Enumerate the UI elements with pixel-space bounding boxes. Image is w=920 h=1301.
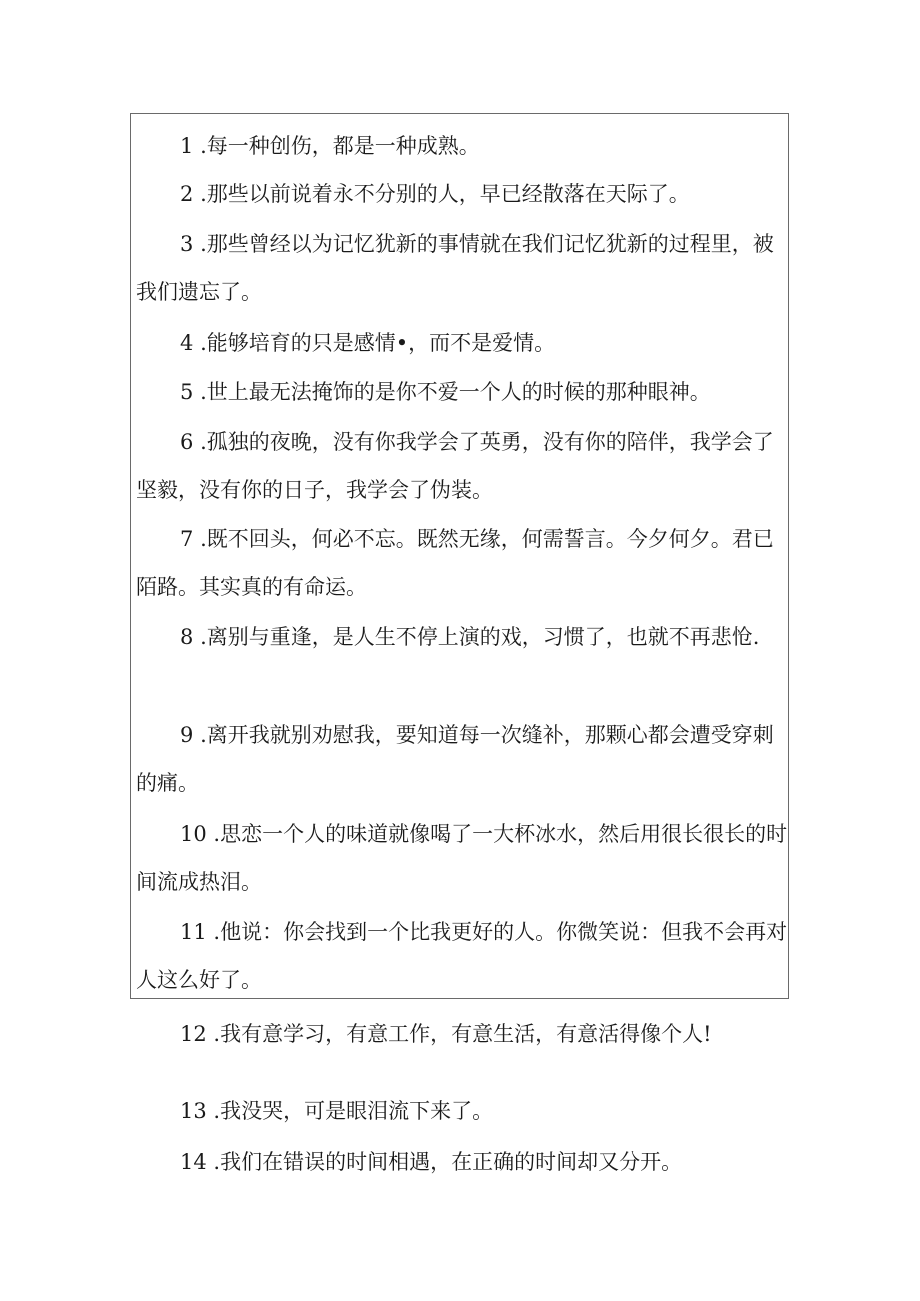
list-item <box>136 122 791 170</box>
list-item <box>136 220 791 316</box>
item-text: .我有意学习，有意工作，有意生活，有意活得像个人! <box>213 1022 712 1046</box>
item-text: .他说：你会找到一个比我更好的人。你微笑说：但我不会再对人这么好了。 <box>136 920 788 992</box>
item-number: 2 <box>180 182 194 206</box>
list-item <box>136 368 791 416</box>
item-text: .那些曾经以为记忆犹新的事情就在我们记忆犹新的过程里，被我们遗忘了。 <box>136 232 774 304</box>
item-text: .既不回头，何必不忘。既然无缘，何需誓言。今夕何夕。君已陌路。其实真的有命运。 <box>136 527 774 599</box>
list-item <box>136 515 791 611</box>
item-number: 10 <box>180 822 207 846</box>
list-item <box>136 170 791 218</box>
list-item <box>136 319 791 367</box>
item-text: .每一种创伤，都是一种成熟。 <box>200 134 480 158</box>
list-item <box>136 418 791 514</box>
item-number: 9 <box>180 723 194 747</box>
item-number: 8 <box>180 625 194 649</box>
item-number: 5 <box>180 380 194 404</box>
list-item <box>136 1087 746 1135</box>
list-item <box>136 711 791 807</box>
item-number: 6 <box>180 430 194 454</box>
item-text: .思恋一个人的味道就像喝了一大杯冰水，然后用很长很长的时间流成热泪。 <box>136 822 788 894</box>
list-item <box>136 908 791 1004</box>
item-text: .世上最无法掩饰的是你不爱一个人的时候的那种眼神。 <box>200 380 711 404</box>
item-text: .我们在错误的时间相遇，在正确的时间却又分开。 <box>213 1150 683 1174</box>
list-item <box>136 1138 746 1186</box>
item-number: 12 <box>180 1022 207 1046</box>
item-number: 13 <box>180 1099 207 1123</box>
item-number: 3 <box>180 232 194 256</box>
item-number: 14 <box>180 1150 207 1174</box>
item-number: 7 <box>180 527 194 551</box>
item-text: .离开我就别劝慰我，要知道每一次缝补，那颗心都会遭受穿刺的痛。 <box>136 723 774 795</box>
list-item <box>136 613 791 661</box>
item-text: .孤独的夜晚，没有你我学会了英勇，没有你的陪伴，我学会了坚毅，没有你的日子，我学会了伪装。 <box>136 430 774 502</box>
list-item <box>136 810 791 906</box>
item-text: .离别与重逢，是人生不停上演的戏，习惯了，也就不再悲怆. <box>200 625 760 649</box>
list-item <box>136 1010 746 1058</box>
item-number: 11 <box>180 920 207 944</box>
item-number: 4 <box>180 331 194 355</box>
item-text: .能够培育的只是感情•，而不是爱情。 <box>200 331 556 355</box>
item-text: .我没哭，可是眼泪流下来了。 <box>213 1099 494 1123</box>
item-text: .那些以前说着永不分别的人，早已经散落在天际了。 <box>200 182 690 206</box>
item-number: 1 <box>180 134 194 158</box>
